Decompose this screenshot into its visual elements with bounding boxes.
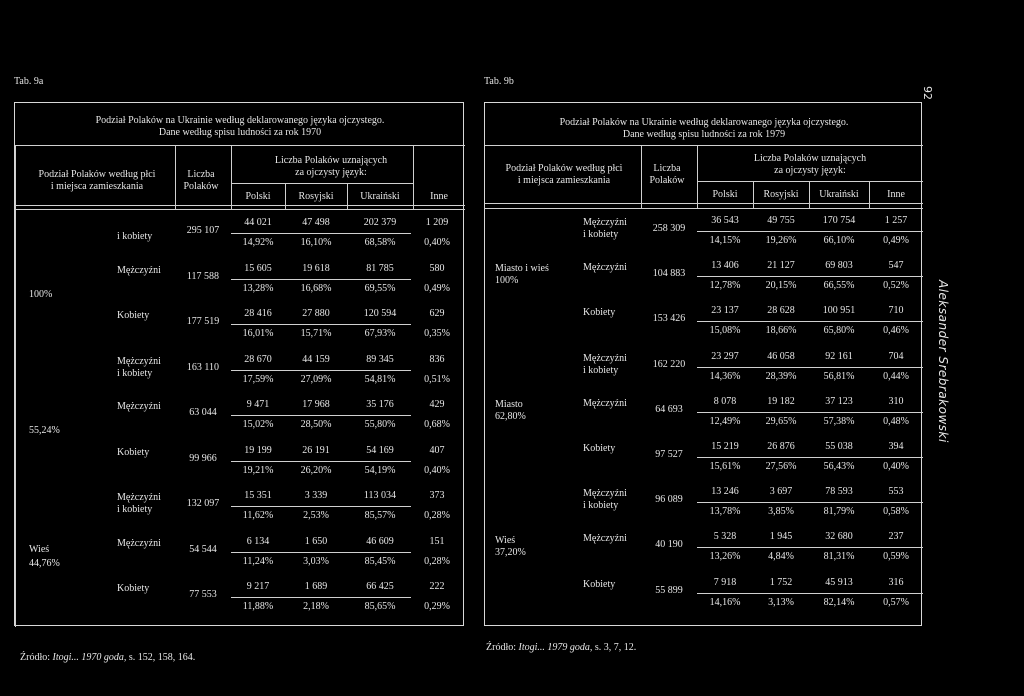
right-row-total: 40 190: [655, 539, 683, 551]
right-row-count: 37 123: [825, 395, 853, 407]
left-row-category: Mężczyźni: [117, 264, 161, 276]
right-row-percent: 65,80%: [823, 325, 855, 337]
right-row-count: 13 246: [711, 486, 739, 498]
right-header-category: Podział Polaków według płci i miejsca zamieszkania: [505, 163, 623, 186]
right-row-category: Kobiety: [583, 443, 616, 454]
left-row-percent: 68,58%: [364, 237, 396, 248]
left-row-count: 44 159: [302, 353, 330, 365]
left-row-total: 132 097: [186, 498, 220, 509]
right-row-category: Mężczyźni: [583, 262, 627, 274]
left-row-percent: 3,03%: [303, 555, 329, 567]
left-row-count: 89 345: [366, 353, 394, 365]
right-row-count: 26 876: [767, 441, 795, 452]
right-row-count: 310: [888, 395, 904, 407]
right-row-count: 8 078: [713, 395, 737, 407]
right-row-category: Kobiety: [583, 578, 616, 590]
right-row-percent: 27,56%: [765, 461, 797, 472]
right-row-percent: 81,79%: [823, 506, 855, 518]
left-row-percent: 14,92%: [242, 237, 274, 248]
left-row-category: Mężczyźni: [117, 492, 161, 503]
right-row-count: 69 803: [825, 260, 853, 272]
left-row-count: 35 176: [366, 399, 394, 410]
right-row-count: 1 752: [769, 576, 793, 588]
right-row-count: 7 918: [713, 576, 737, 588]
right-row-category: Mężczyźni: [583, 217, 627, 228]
right-row-count: 710: [888, 305, 904, 317]
left-row-percent: 85,57%: [364, 510, 396, 521]
left-row-count: 120 594: [363, 308, 397, 319]
left-row-count: 15 605: [244, 262, 272, 274]
right-header-inne: Inne: [887, 189, 905, 200]
left-row-category: Kobiety: [117, 583, 150, 594]
left-row-count: 44 021: [244, 217, 272, 228]
left-row-percent: 0,40%: [424, 464, 450, 476]
right-row-percent: 0,49%: [883, 235, 909, 246]
right-place-3: Wieś 37,20%: [495, 535, 526, 558]
right-row-count: 13 406: [711, 260, 739, 272]
right-row-percent: 14,15%: [709, 235, 741, 246]
right-row-count: 1 257: [884, 215, 908, 226]
right-row-category: Mężczyźni: [583, 488, 627, 500]
left-header-group: Liczba Polaków uznających za ojczysty język:: [274, 155, 388, 178]
left-row-percent: 11,62%: [242, 510, 274, 521]
left-row-total: 295 107: [186, 225, 220, 236]
right-row-percent: 56,81%: [823, 370, 855, 382]
right-row-percent: 13,26%: [709, 551, 741, 563]
right-row-count: 19 182: [767, 395, 795, 407]
right-row-percent: 57,38%: [823, 415, 855, 427]
left-title-line1: Podział Polaków na Ukrainie według deklarowanego języka ojczystego.: [95, 115, 385, 126]
left-row-count: 28 670: [244, 353, 272, 365]
left-row-count: 9 471: [246, 399, 270, 410]
left-row-count: 1 209: [425, 217, 449, 228]
left-row-category: Kobiety: [117, 446, 150, 458]
left-row-total: 99 966: [189, 452, 217, 464]
left-header-polski: Polski: [245, 191, 271, 202]
right-row-count: 55 038: [825, 441, 853, 452]
left-place-2: 55,24%: [29, 425, 60, 436]
right-place-1: Miasto i wieś 100%: [495, 263, 549, 286]
left-row-percent: 0,28%: [424, 510, 450, 521]
right-row-percent: 18,66%: [765, 325, 797, 337]
right-row-percent: 66,55%: [823, 280, 855, 292]
right-row-percent: 12,49%: [709, 415, 741, 427]
left-row-percent: 11,88%: [242, 601, 274, 612]
right-row-percent: 0,44%: [883, 370, 909, 382]
left-row-category-2: i kobiety: [117, 367, 153, 379]
left-row-percent: 0,51%: [424, 373, 450, 385]
left-row-percent: 0,29%: [424, 601, 450, 612]
left-row-percent: 28,50%: [300, 419, 332, 430]
right-row-percent: 20,15%: [765, 280, 797, 292]
left-row-percent: 69,55%: [364, 282, 396, 294]
left-title: [15, 115, 465, 139]
left-row-count: 19 618: [302, 262, 330, 274]
left-row-category: Kobiety: [117, 310, 150, 321]
right-row-count: 49 755: [767, 215, 795, 226]
right-row-percent: 0,46%: [883, 325, 909, 337]
right-row-count: 100 951: [822, 305, 856, 317]
right-title-line1: Podział Polaków na Ukrainie według deklarowanego języka ojczystego.: [559, 117, 849, 128]
page-number: 92: [921, 86, 934, 100]
left-row-count: 19 199: [244, 444, 272, 456]
right-row-category: Kobiety: [583, 307, 616, 319]
right-row-percent: 82,14%: [823, 596, 855, 608]
right-place-2: Miasto 62,80%: [495, 399, 526, 422]
right-row-count: 23 297: [711, 350, 739, 362]
left-row-count: 27 880: [302, 308, 330, 319]
right-header-count: Liczba Polaków: [649, 163, 685, 186]
left-table: [14, 102, 464, 626]
right-row-count: 704: [888, 350, 904, 362]
left-row-count: 17 968: [302, 399, 330, 410]
left-tab-label: Tab. 9a: [14, 76, 44, 87]
left-row-percent: 15,71%: [300, 328, 332, 339]
left-row-count: 28 416: [244, 308, 272, 319]
right-row-percent: 0,59%: [883, 551, 909, 563]
right-row-count: 78 593: [825, 486, 853, 498]
left-row-percent: 17,59%: [242, 373, 274, 385]
left-row-percent: 85,65%: [364, 601, 396, 612]
left-row-count: 429: [429, 399, 445, 410]
left-row-category: Mężczyźni: [117, 355, 161, 367]
right-row-count: 5 328: [713, 531, 737, 543]
right-row-percent: 0,48%: [883, 415, 909, 427]
left-row-count: 113 034: [363, 490, 397, 501]
left-row-total: 77 553: [189, 589, 217, 600]
right-row-percent: 0,58%: [883, 506, 909, 518]
left-row-percent: 15,02%: [242, 419, 274, 430]
left-row-category: Mężczyźni: [117, 537, 161, 549]
right-source: Źródło: Itogi... 1979 goda, s. 3, 7, 12.: [486, 642, 637, 653]
left-row-count: 373: [429, 490, 445, 501]
right-row-percent: 14,36%: [709, 370, 741, 382]
right-row-percent: 0,57%: [883, 596, 909, 608]
right-row-count: 553: [888, 486, 904, 498]
left-row-percent: 16,68%: [300, 282, 332, 294]
left-row-percent: 55,80%: [364, 419, 396, 430]
left-row-percent: 67,93%: [364, 328, 396, 339]
left-row-percent: 19,21%: [242, 464, 274, 476]
right-row-count: 32 680: [825, 531, 853, 543]
left-row-count: 6 134: [246, 535, 270, 547]
left-title-line2: Dane według spisu ludności za rok 1970: [158, 127, 322, 138]
left-row-count: 836: [429, 353, 445, 365]
left-row-category-2: i kobiety: [117, 231, 153, 242]
right-row-category: Mężczyźni: [583, 352, 627, 364]
right-row-percent: 14,16%: [709, 596, 741, 608]
right-title: [485, 117, 923, 141]
left-place-1: 100%: [29, 289, 53, 300]
left-row-percent: 0,40%: [424, 237, 450, 248]
right-row-percent: 29,65%: [765, 415, 797, 427]
left-row-count: 81 785: [366, 262, 394, 274]
right-row-count: 394: [888, 441, 904, 452]
left-header-ukrainski: Ukraiński: [360, 191, 400, 202]
right-row-percent: 56,43%: [823, 461, 855, 472]
right-title-line2: Dane według spisu ludności za rok 1979: [622, 129, 786, 140]
left-row-total: 54 544: [189, 543, 217, 555]
left-row-total: 177 519: [186, 316, 220, 327]
left-row-percent: 2,53%: [303, 510, 329, 521]
left-row-percent: 16,01%: [242, 328, 274, 339]
right-row-count: 46 058: [767, 350, 795, 362]
left-row-percent: 0,49%: [424, 282, 450, 294]
right-row-percent: 15,61%: [709, 461, 741, 472]
right-row-percent: 13,78%: [709, 506, 741, 518]
right-row-total: 153 426: [652, 313, 686, 325]
left-row-category-2: i kobiety: [117, 504, 153, 515]
left-row-percent: 0,68%: [424, 419, 450, 430]
right-row-count: 1 945: [769, 531, 793, 543]
right-row-percent: 3,85%: [768, 506, 794, 518]
right-row-count: 28 628: [767, 305, 795, 317]
right-row-count: 15 219: [711, 441, 739, 452]
left-row-percent: 0,28%: [424, 555, 450, 567]
right-row-total: 258 309: [652, 223, 686, 234]
left-row-total: 63 044: [189, 407, 217, 418]
right-row-percent: 0,40%: [883, 461, 909, 472]
right-row-count: 92 161: [825, 350, 853, 362]
right-header-ukrainski: Ukraiński: [819, 189, 859, 200]
right-row-percent: 19,26%: [765, 235, 797, 246]
left-row-count: 1 689: [304, 581, 328, 592]
right-row-percent: 0,52%: [883, 280, 909, 292]
right-row-count: 45 913: [825, 576, 853, 588]
left-place-3: Wieś 44,76%: [29, 544, 60, 569]
right-row-total: 55 899: [655, 584, 683, 596]
right-table: [484, 102, 922, 626]
left-row-percent: 85,45%: [364, 555, 396, 567]
right-row-percent: 12,78%: [709, 280, 741, 292]
left-row-total: 117 588: [186, 270, 220, 282]
left-row-count: 46 609: [366, 535, 394, 547]
right-row-total: 97 527: [655, 449, 683, 460]
right-row-count: 23 137: [711, 305, 739, 317]
left-row-count: 407: [429, 444, 445, 456]
right-row-category: Mężczyźni: [583, 533, 627, 545]
left-row-count: 26 191: [302, 444, 330, 456]
left-row-percent: 13,28%: [242, 282, 274, 294]
right-row-percent: 81,31%: [823, 551, 855, 563]
right-row-percent: 4,84%: [768, 551, 794, 563]
right-tab-label: Tab. 9b: [484, 76, 514, 87]
right-row-category-2: i kobiety: [583, 364, 619, 376]
left-row-percent: 11,24%: [242, 555, 274, 567]
right-row-percent: 66,10%: [823, 235, 855, 246]
left-row-percent: 27,09%: [300, 373, 332, 385]
left-row-count: 202 379: [363, 217, 397, 228]
left-row-percent: 0,35%: [424, 328, 450, 339]
right-row-count: 547: [888, 260, 904, 272]
right-row-total: 162 220: [652, 358, 686, 370]
left-row-category: Mężczyźni: [117, 401, 161, 412]
left-row-percent: 54,81%: [364, 373, 396, 385]
left-row-count: 15 351: [244, 490, 272, 501]
right-row-category-2: i kobiety: [583, 229, 619, 240]
left-header-category: Podział Polaków według płci i miejsca zamieszkania: [38, 169, 156, 192]
right-header-rosyjski: Rosyjski: [763, 189, 799, 200]
right-row-count: 170 754: [822, 215, 856, 226]
right-row-percent: 3,13%: [768, 596, 794, 608]
left-row-count: 629: [429, 308, 445, 319]
right-row-count: 21 127: [767, 260, 795, 272]
left-row-count: 3 339: [304, 490, 328, 501]
right-row-count: 36 543: [711, 215, 739, 226]
left-header-rosyjski: Rosyjski: [298, 191, 334, 202]
left-row-count: 580: [429, 262, 445, 274]
left-row-count: 66 425: [366, 581, 394, 592]
right-header-group: Liczba Polaków uznających za ojczysty język:: [753, 153, 867, 176]
right-row-total: 96 089: [655, 494, 683, 506]
left-header-inne: Inne: [430, 191, 448, 202]
right-header-polski: Polski: [712, 189, 738, 200]
right-row-category-2: i kobiety: [583, 500, 619, 512]
left-row-count: 222: [429, 581, 445, 592]
right-row-count: 316: [888, 576, 904, 588]
left-row-percent: 16,10%: [300, 237, 332, 248]
right-row-percent: 15,08%: [709, 325, 741, 337]
right-row-total: 104 883: [652, 268, 686, 280]
left-row-total: 163 110: [186, 361, 220, 373]
left-row-percent: 54,19%: [364, 464, 396, 476]
left-source: Źródło: Itogi... 1970 goda, s. 152, 158, 164.: [20, 652, 196, 663]
author-name: Aleksander Srebrakowski: [936, 280, 950, 443]
left-row-percent: 2,18%: [303, 601, 329, 612]
right-row-count: 237: [888, 531, 904, 543]
left-row-count: 151: [429, 535, 445, 547]
left-header-count: Liczba Polaków: [183, 169, 219, 192]
left-row-count: 54 169: [366, 444, 394, 456]
left-row-count: 47 498: [302, 217, 330, 228]
left-row-percent: 26,20%: [300, 464, 332, 476]
left-row-count: 1 650: [304, 535, 328, 547]
left-row-count: 9 217: [246, 581, 270, 592]
right-row-percent: 28,39%: [765, 370, 797, 382]
right-row-category: Mężczyźni: [583, 397, 627, 409]
right-row-count: 3 697: [769, 486, 793, 498]
right-row-total: 64 693: [655, 403, 683, 415]
